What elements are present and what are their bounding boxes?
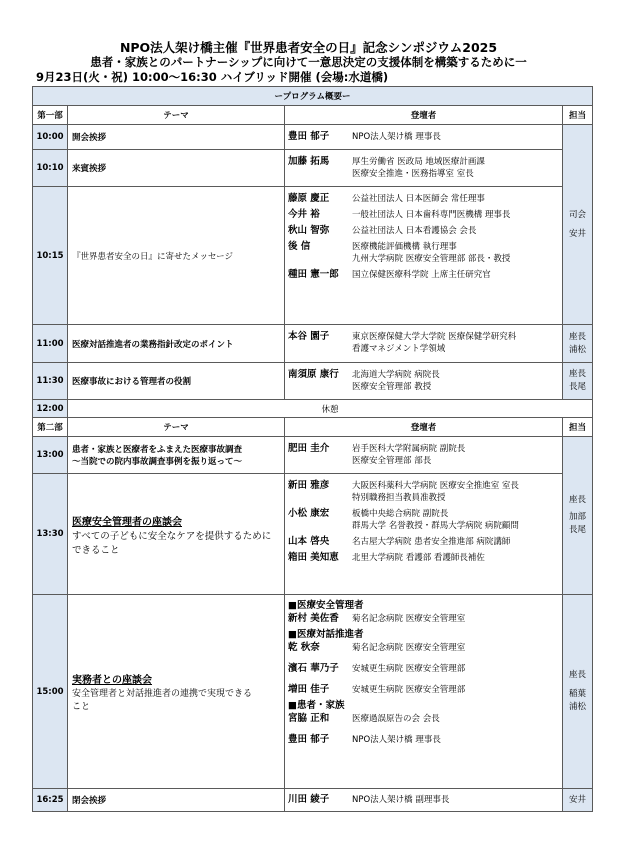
part1-chair-header: 担当 — [563, 106, 593, 125]
speaker-name: 宮脇 正和 — [288, 713, 330, 724]
speaker-affiliation: 医療過誤原告の会 会長 — [352, 714, 440, 724]
program-table — [32, 86, 593, 812]
group-heading: ■医療対話推進者 — [288, 629, 364, 640]
part1-theme-header: テーマ — [68, 106, 285, 125]
speaker-entry — [288, 713, 559, 725]
speaker-affiliation: NPO法人架け橋 副理事長 — [352, 795, 450, 805]
speakers-cell — [285, 125, 563, 150]
document-subtitle: 患者・家族とのパートナーシップに向けて一意思決定の支援体制を構築するために一 — [90, 55, 527, 69]
chair-name: 長尾 — [568, 382, 586, 392]
table-row — [33, 595, 593, 789]
speaker-name: 今井 裕 — [288, 209, 320, 220]
table-row — [33, 150, 593, 187]
theme-cell — [68, 789, 285, 812]
part2-header-row — [33, 418, 593, 437]
speaker-name: 箱田 美知恵 — [288, 552, 339, 563]
speaker-entry — [288, 552, 559, 564]
speaker-entry — [288, 613, 559, 625]
time-cell: 11:30 — [33, 363, 68, 400]
speaker-name: 増田 佳子 — [288, 684, 330, 695]
theme-text: 医療対話推進者の業務指針改定のポイント — [72, 339, 234, 350]
speaker-affiliation: 菊名記念病院 医療安全管理室 — [352, 643, 466, 653]
event-date-line: 9月23日(火・祝) 10:00～16:30 ハイブリッド開催 (会場:水道橋) — [36, 70, 389, 84]
speaker-affiliation: 東京医療保健大学大学院 医療保健学研究科 看護マネジメント学領域 — [352, 332, 517, 354]
speaker-entry — [288, 480, 559, 504]
part1-header-row — [33, 106, 593, 125]
speaker-affiliation: 公益社団法人 日本医師会 常任理事 — [352, 194, 485, 204]
speaker-affiliation: 大阪医科薬科大学病院 医療安全推進室 室長 特別職務担当教員准教授 — [352, 481, 519, 503]
chair-name: 安井 — [568, 228, 586, 239]
speaker-entry — [288, 331, 559, 355]
theme-title: 医療安全管理者の座談会 — [72, 516, 182, 528]
speaker-affiliation: 公益社団法人 日本看護協会 会長 — [352, 226, 477, 236]
speaker-affiliation: 岩手医科大学附属病院 副院長 医療安全管理部 部長 — [352, 444, 466, 466]
theme-cell — [68, 325, 285, 363]
speaker-name: 乾 秋奈 — [288, 642, 320, 653]
program-banner: ープログラム概要ー — [33, 87, 593, 106]
speakers-cell — [285, 474, 563, 595]
theme-cell — [68, 474, 285, 595]
speaker-name: 加藤 拓馬 — [288, 156, 330, 167]
part2-chair-header: 担当 — [563, 418, 593, 437]
speaker-name: 小松 康宏 — [288, 508, 330, 519]
speaker-entry — [288, 684, 559, 696]
speaker-name: 藤原 慶正 — [288, 193, 330, 204]
speaker-entry — [288, 241, 559, 265]
theme-cell — [68, 595, 285, 789]
chair-cell: 安井 — [563, 789, 593, 812]
part2-speakers-header: 登壇者 — [285, 418, 563, 437]
speaker-name: 豊田 郁子 — [288, 734, 330, 745]
speaker-affiliation: NPO法人架け橋 理事長 — [352, 132, 441, 142]
speaker-name: 濱石 華乃子 — [288, 663, 339, 674]
speaker-affiliation: 一般社団法人 日本歯科専門医機構 理事長 — [352, 210, 511, 220]
speaker-affiliation: 板橋中央総合病院 副院長 群馬大学 名誉教授・群馬大学病院 病院顧問 — [352, 509, 519, 531]
speakers-cell — [285, 187, 563, 325]
speaker-entry — [288, 156, 559, 180]
chair-cell-block — [563, 437, 593, 595]
group-heading: ■医療安全管理者 — [288, 600, 364, 611]
theme-cell — [68, 150, 285, 187]
speaker-name: 本谷 園子 — [288, 331, 330, 342]
theme-line: 〜当院での院内事故調査事例を振り返って〜 — [72, 457, 243, 467]
speaker-entry — [288, 269, 559, 281]
break-label: 休憩 — [68, 400, 593, 418]
speakers-cell — [285, 325, 563, 363]
theme-text: 医療事故における管理者の役割 — [72, 377, 192, 387]
table-row — [33, 437, 593, 474]
speaker-name: 豊田 郁子 — [288, 131, 330, 142]
speaker-affiliation: 菊名記念病院 医療安全管理室 — [352, 614, 466, 624]
time-cell: 10:00 — [33, 125, 68, 150]
speakers-cell — [285, 363, 563, 400]
time-cell: 15:00 — [33, 595, 68, 789]
speaker-name: 山本 啓央 — [288, 536, 330, 547]
speaker-name: 南須原 康行 — [288, 369, 339, 380]
theme-title: 実務者との座談会 — [72, 675, 152, 686]
chair-cell — [563, 363, 593, 400]
time-cell: 11:00 — [33, 325, 68, 363]
theme-description: 安全管理者と対話推進者の連携で実現できる こと — [72, 689, 253, 712]
speaker-affiliation: 北海道大学病院 病院長 医療安全管理部 教授 — [352, 370, 440, 392]
part1-label: 第一部 — [33, 106, 68, 125]
speaker-entry — [288, 209, 559, 221]
speakers-cell — [285, 437, 563, 474]
break-row — [33, 400, 593, 418]
theme-text: 『世界患者安全の日』に寄せたメッセージ — [72, 251, 233, 262]
speaker-name: 秋山 智弥 — [288, 225, 330, 236]
table-row — [33, 363, 593, 400]
theme-cell — [68, 363, 285, 400]
speaker-entry — [288, 663, 559, 675]
theme-text: 開会挨拶 — [72, 133, 107, 143]
speaker-affiliation: 厚生労働省 医政局 地域医療計画課 医療安全推進・医務指導室 室長 — [352, 157, 485, 179]
time-cell: 13:30 — [33, 474, 68, 595]
speaker-affiliation: 名古屋大学病院 患者安全推進部 病院講師 — [352, 537, 511, 547]
chair-name: 稲葉 浦松 — [568, 689, 586, 712]
time-cell: 16:25 — [33, 789, 68, 812]
speaker-name: 川田 綾子 — [288, 794, 330, 805]
speaker-entry — [288, 443, 559, 467]
speaker-entry — [288, 508, 559, 532]
table-row — [33, 187, 593, 325]
chair-name: 浦松 — [568, 344, 586, 355]
chair-cell — [563, 595, 593, 789]
speakers-cell — [285, 150, 563, 187]
speaker-affiliation: 安城更生病院 医療安全管理部 — [352, 664, 466, 674]
theme-description: すべての子どもに安全なケアを提供するために できること — [72, 530, 272, 556]
speaker-entry — [288, 642, 559, 654]
speaker-name: 新田 雅彦 — [288, 480, 330, 491]
chair-role: 司会 — [568, 209, 586, 220]
speaker-entry — [288, 131, 559, 143]
speaker-affiliation: 国立保健医療科学院 上席主任研究官 — [352, 270, 491, 280]
theme-cell — [68, 125, 285, 150]
theme-cell — [68, 187, 285, 325]
part1-speakers-header: 登壇者 — [285, 106, 563, 125]
speaker-entry — [288, 225, 559, 237]
group-heading: ■患者・家族 — [288, 700, 345, 711]
break-time: 12:00 — [33, 400, 68, 418]
chair-role: 座長 — [568, 670, 586, 680]
document-title: NPO法人架け橋主催『世界患者安全の日』記念シンポジウム2025 — [119, 40, 498, 55]
speaker-entry — [288, 193, 559, 205]
chair-name: 加部 長尾 — [568, 512, 586, 535]
speaker-entry — [288, 734, 559, 746]
part2-label: 第二部 — [33, 418, 68, 437]
chair-cell-block — [563, 125, 593, 325]
chair-role: 座長 — [568, 369, 586, 379]
speaker-entry — [288, 794, 559, 806]
speaker-name: 肥田 圭介 — [288, 443, 330, 454]
theme-text: 来賓挨拶 — [72, 164, 107, 174]
program-banner-row — [33, 87, 593, 106]
chair-role: 座長 — [568, 331, 586, 342]
speaker-affiliation: NPO法人架け橋 理事長 — [352, 735, 441, 745]
time-cell: 13:00 — [33, 437, 68, 474]
chair-cell — [563, 325, 593, 363]
speaker-affiliation: 北里大学病院 看護部 看護師長補佐 — [352, 553, 485, 563]
speaker-affiliation: 医療機能評価機構 執行理事 九州大学病院 医療安全管理部 部長・教授 — [352, 242, 511, 264]
speakers-cell — [285, 595, 563, 789]
speaker-entry — [288, 536, 559, 548]
speakers-cell — [285, 789, 563, 812]
theme-cell — [68, 437, 285, 474]
speaker-name: 後 信 — [288, 241, 311, 252]
chair-role: 座長 — [568, 495, 586, 505]
speaker-name: 種田 憲一郎 — [288, 269, 339, 280]
time-cell: 10:15 — [33, 187, 68, 325]
speaker-name: 新村 美佐香 — [288, 613, 339, 624]
speaker-affiliation: 安城更生病院 医療安全管理部 — [352, 685, 466, 695]
theme-line: 患者・家族と医療者をふまえた医療事故調査 — [72, 445, 243, 455]
table-row — [33, 125, 593, 150]
theme-text: 閉会挨拶 — [72, 796, 107, 806]
table-row — [33, 474, 593, 595]
part2-theme-header: テーマ — [68, 418, 285, 437]
table-row — [33, 789, 593, 812]
time-cell: 10:10 — [33, 150, 68, 187]
speaker-entry — [288, 369, 559, 393]
table-row — [33, 325, 593, 363]
